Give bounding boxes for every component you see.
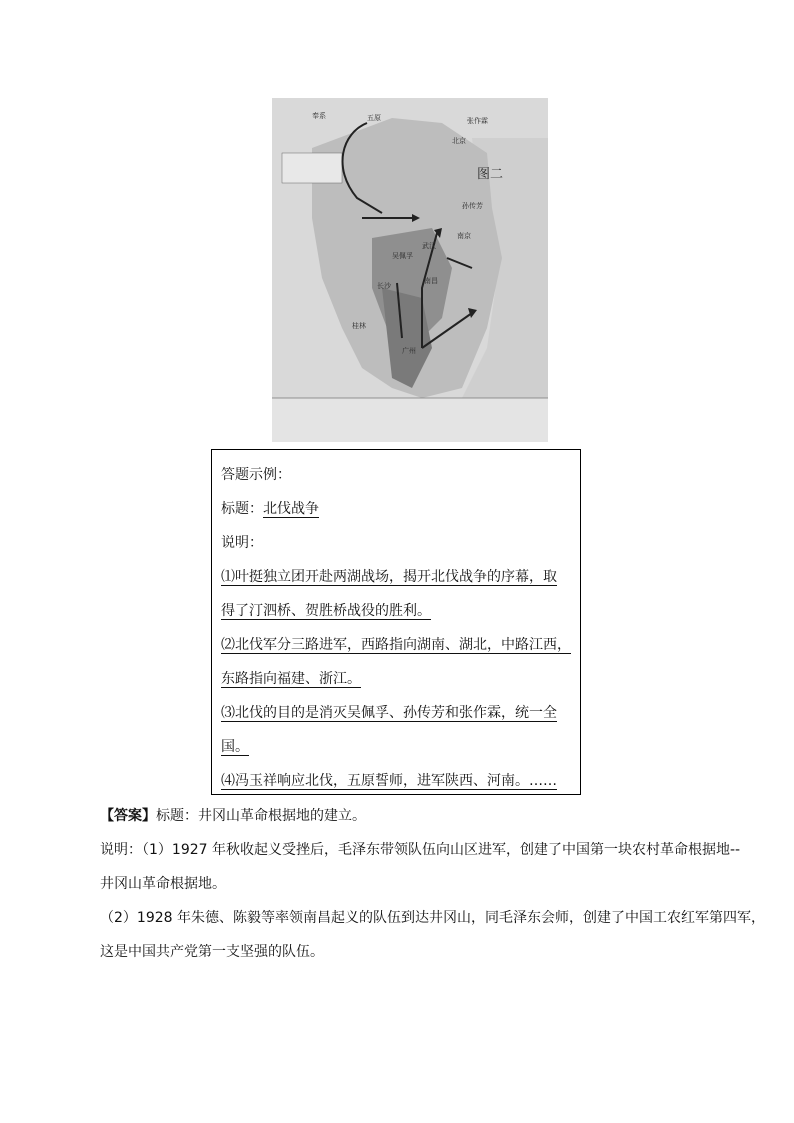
answer-section <box>100 799 765 969</box>
northern-expedition-map <box>272 98 548 442</box>
example-point-2-line-1: ⑵北伐军分三路进军，西路指向湖南、湖北，中路江西， <box>221 637 571 653</box>
answer-desc-2-line-1: （2）1928 年朱德、陈毅等率领南昌起义的队伍到达井冈山，同毛泽东会师，创建了中国工农红军第四军， <box>100 910 765 926</box>
map-label-fengtian: 奉系 <box>312 112 326 120</box>
map-label-wuhan: 武汉 <box>422 242 436 250</box>
example-point-1-line-1: ⑴叶挺独立团开赴两湖战场，揭开北伐战争的序幕，取 <box>221 569 557 585</box>
answer-desc-1-line-1: 说明：（1）1927 年秋收起义受挫后，毛泽东带领队伍向山区进军，创建了中国第一块农村革命根据地-- <box>100 842 741 858</box>
answer-desc-2-line-2: 这是中国共产党第一支坚强的队伍。 <box>100 944 324 960</box>
example-heading: 答题示例： <box>221 467 291 483</box>
example-point-4-line-1: ⑷冯玉祥响应北伐，五原誓师，进军陕西、河南。…… <box>221 773 557 789</box>
answer-title-row <box>100 799 720 833</box>
example-point-1-line-2: 得了汀泗桥、贺胜桥战役的胜利。 <box>221 603 431 619</box>
answer-label: 【答案】 <box>100 808 156 824</box>
example-point-3-line-2: 国。 <box>221 739 249 755</box>
example-title-value: 北伐战争 <box>263 501 319 517</box>
map-label-nanchang: 南昌 <box>424 277 438 285</box>
map-label-nanjing: 南京 <box>457 232 471 240</box>
map-label-wuyuan: 五原 <box>367 114 381 122</box>
map-label-wupeifu: 吴佩孚 <box>392 252 413 260</box>
example-point-3-line-1: ⑶北伐的目的是消灭吴佩孚、孙传芳和张作霖，统一全 <box>221 705 557 721</box>
map-label-changsha: 长沙 <box>377 282 391 290</box>
map-label-sun: 孙传芳 <box>462 202 483 210</box>
example-desc-label: 说明： <box>221 535 263 551</box>
example-title-label: 标题： <box>221 501 263 517</box>
answer-title: 标题：井冈山革命根据地的建立。 <box>156 808 366 824</box>
answer-desc-1-line-2: 井冈山革命根据地。 <box>100 876 226 892</box>
map-figure-label: 图二 <box>477 167 504 182</box>
example-point-2-line-2: 东路指向福建、浙江。 <box>221 671 361 687</box>
map-label-zhang: 张作霖 <box>467 117 488 125</box>
map-label-guilin: 桂林 <box>352 322 366 330</box>
map-image <box>272 98 548 442</box>
map-label-guangzhou: 广州 <box>402 347 416 355</box>
example-title-row <box>221 492 570 526</box>
map-label-beijing: 北京 <box>452 137 466 145</box>
answer-example-box <box>211 449 581 795</box>
